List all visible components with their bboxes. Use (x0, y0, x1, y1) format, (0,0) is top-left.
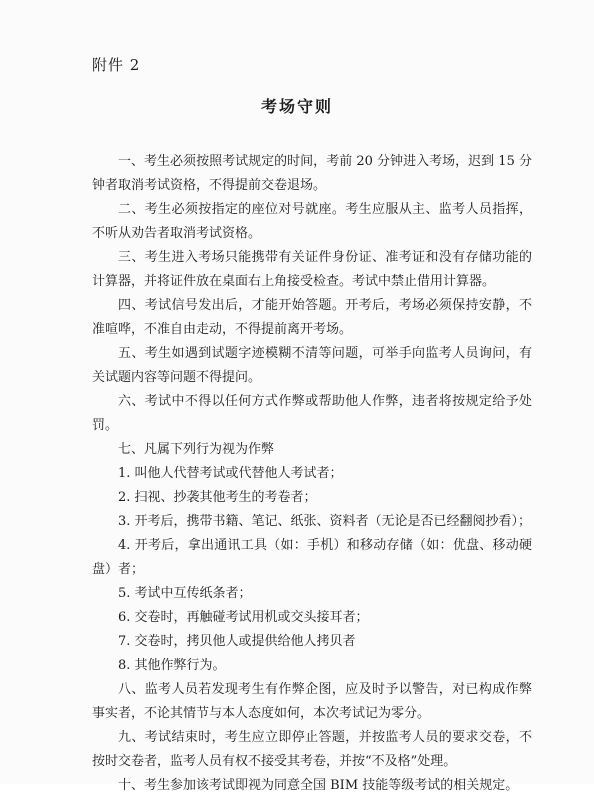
rule-paragraph-10: 十、考生参加该考试即视为同意全国 BIM 技能等级考试的相关规定。 (118, 778, 519, 793)
rule-paragraph-8: 八、监考人员若发现考生有作弊企图，应及时予以警告，对已构成作弊事实者，不论其情节与本人态度如何，本次考试记为零分。 (92, 682, 532, 721)
page-title: 考场守则 (260, 97, 333, 116)
cheating-item-5: 5. 考试中互传纸条者； (118, 586, 252, 601)
cheating-item-8: 8. 其他作弊行为。 (118, 658, 226, 673)
cheating-item-1: 1. 叫他人代替考试或代替他人考试者； (118, 466, 343, 481)
rules-body (92, 150, 532, 798)
rule-paragraph-5: 五、考生如遇到试题字迹模糊不清等问题，可举手向监考人员询问，有关试题内容等问题不得提问。 (92, 346, 532, 385)
rule-paragraph-6: 六、考试中不得以任何方式作弊或帮助他人作弊，违者将按规定给予处罚。 (92, 394, 532, 433)
attachment-label: 附件 2 (92, 56, 141, 74)
rule-paragraph-2: 二、考生必须按指定的座位对号就座。考生应服从主、监考人员指挥，不听从劝告者取消考试资格。 (92, 202, 532, 241)
cheating-item-2: 2. 扫视、抄袭其他考生的考卷者； (118, 490, 317, 505)
rule-paragraph-9: 九、考试结束时，考生应立即停止答题，并按监考人员的要求交卷，不按时交卷者，监考人员有权不接受其考卷，并按“不及格”处理。 (92, 730, 532, 769)
rule-paragraph-4: 四、考试信号发出后，才能开始答题。开考后，考场必须保持安静，不准喧哗，不准自由走动，不得提前离开考场。 (92, 298, 532, 337)
cheating-item-3: 3. 开考后，携带书籍、笔记、纸张、资料者（无论是否已经翻阅抄看）； (118, 514, 532, 529)
rule-paragraph-1: 一、考生必须按照考试规定的时间，考前 20 分钟进入考场，迟到 15 分钟者取消考试资格，不得提前交卷退场。 (92, 154, 532, 193)
cheating-item-7: 7. 交卷时，拷贝他人或提供给他人拷贝者 (118, 634, 356, 649)
cheating-item-6: 6. 交卷时，再触碰考试用机或交头接耳者； (118, 610, 369, 625)
rule-paragraph-7: 七、凡属下列行为视为作弊 (118, 442, 275, 457)
rule-paragraph-3: 三、考生进入考场只能携带有关证件身份证、准考证和没有存储功能的计算器，并将证件放在桌面右上角接受检查。考试中禁止借用计算器。 (92, 250, 532, 289)
cheating-item-4: 4. 开考后，拿出通讯工具（如：手机）和移动存储（如：优盘、移动硬盘）者； (92, 538, 532, 577)
